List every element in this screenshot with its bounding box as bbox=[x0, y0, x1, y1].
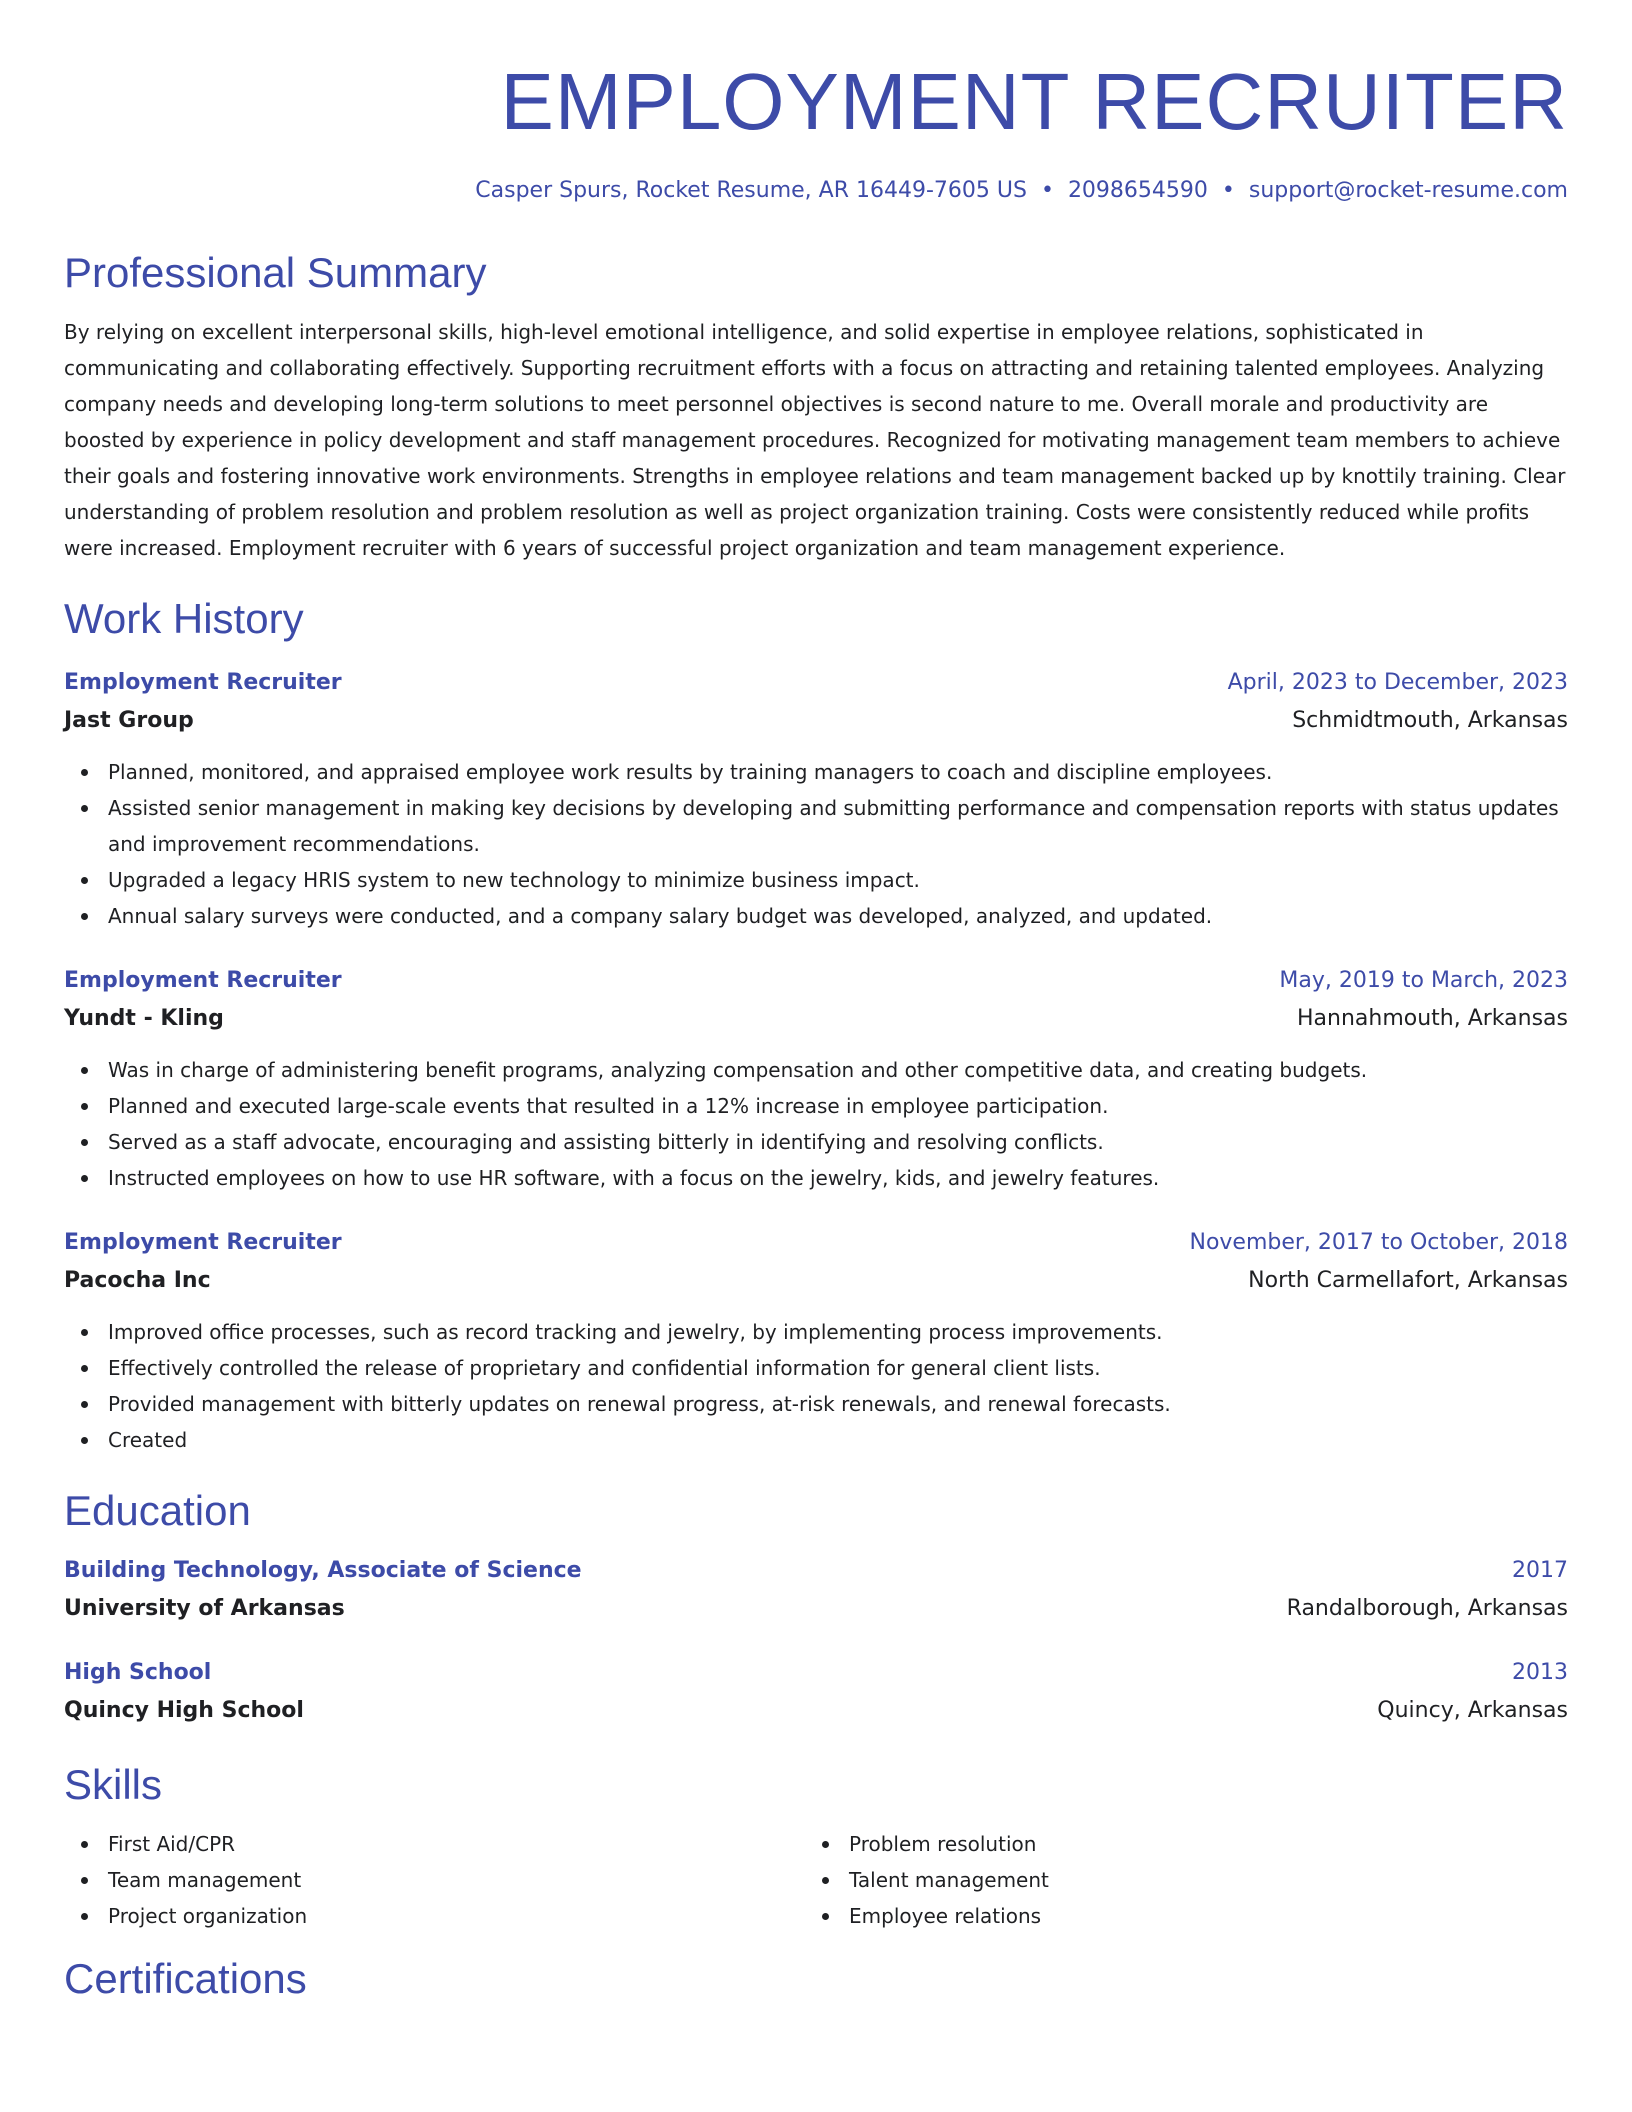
job-bullet: Served as a staff advocate, encouraging and assisting bitterly in identifying and resolving conflicts. bbox=[64, 1124, 1568, 1160]
education-header-row bbox=[64, 1658, 1568, 1688]
job-title: Employment Recruiter bbox=[64, 670, 342, 695]
job-bullet: Was in charge of administering benefit programs, analyzing compensation and other competitive data, and creating budgets. bbox=[64, 1052, 1568, 1088]
job-bullet: Created bbox=[64, 1422, 1568, 1458]
job-bullet: Provided management with bitterly updates on renewal progress, at-risk renewals, and renewal forecasts. bbox=[64, 1386, 1568, 1422]
education-location: Randalborough, Arkansas bbox=[1286, 1596, 1568, 1621]
job-company: Pacocha Inc bbox=[64, 1268, 211, 1293]
job-location: Hannahmouth, Arkansas bbox=[1296, 1006, 1568, 1031]
skills-column-right bbox=[805, 1826, 1546, 1934]
job-bullet: Instructed employees on how to use HR software, with a focus on the jewelry, kids, and jewelry features. bbox=[64, 1160, 1568, 1196]
education-school-row bbox=[64, 1696, 1568, 1726]
job-bullet-list bbox=[64, 1314, 1568, 1458]
contact-separator: • bbox=[1221, 178, 1235, 203]
skill-item: Project organization bbox=[64, 1898, 805, 1934]
skill-item: Team management bbox=[64, 1862, 805, 1898]
job-entry bbox=[64, 1228, 1568, 1458]
education-school: Quincy High School bbox=[64, 1698, 304, 1723]
job-dates: May, 2019 to March, 2023 bbox=[1279, 968, 1568, 993]
education-entry bbox=[64, 1556, 1568, 1624]
summary-text: By relying on excellent interpersonal skills, high-level emotional intelligence, and solid expertise in employee relations, sophisticated in communicating and collaborating effectively. Supporting recruitment efforts with a focus on attracting and retaining talented employees. Analyzing company needs and developing long-term solutions to meet personnel objectives is second nature to me. Overall morale and productivity are boosted by experience in policy development and staff management procedures. Recognized for motivating management team members to achieve their goals and fostering innovative work environments. Strengths in employee relations and team management backed up by knottily training. Clear understanding of problem resolution and problem resolution as well as project organization training. Costs were consistently reduced while profits were increased. Employment recruiter with 6 years of successful project organization and team management experience. bbox=[64, 320, 1566, 560]
skills-list bbox=[805, 1826, 1546, 1934]
job-bullet-list bbox=[64, 754, 1568, 934]
job-company-row bbox=[64, 706, 1568, 736]
job-company-row bbox=[64, 1004, 1568, 1034]
job-header-row bbox=[64, 966, 1568, 996]
job-title: Employment Recruiter bbox=[64, 968, 342, 993]
job-bullet-list bbox=[64, 1052, 1568, 1196]
job-company: Jast Group bbox=[64, 708, 194, 733]
contact-address: Casper Spurs, Rocket Resume, AR 16449-7605 US bbox=[475, 178, 1027, 203]
summary-section-title: Professional Summary bbox=[64, 249, 487, 296]
skills-list bbox=[64, 1826, 805, 1934]
job-bullet: Improved office processes, such as record tracking and jewelry, by implementing process improvements. bbox=[64, 1314, 1568, 1350]
job-bullet: Upgraded a legacy HRIS system to new technology to minimize business impact. bbox=[64, 862, 1568, 898]
education-year: 2017 bbox=[1512, 1558, 1568, 1583]
job-header-row bbox=[64, 1228, 1568, 1258]
skill-item: First Aid/CPR bbox=[64, 1826, 805, 1862]
job-company-row bbox=[64, 1266, 1568, 1296]
contact-separator: • bbox=[1040, 178, 1054, 203]
job-bullet: Planned, monitored, and appraised employee work results by training managers to coach and discipline employees. bbox=[64, 754, 1568, 790]
job-location: North Carmellafort, Arkansas bbox=[1248, 1268, 1568, 1293]
job-entry bbox=[64, 668, 1568, 934]
resume-name-heading: EMPLOYMENT RECRUITER bbox=[500, 57, 1568, 146]
education-location: Quincy, Arkansas bbox=[1377, 1698, 1568, 1723]
work-history-section-title: Work History bbox=[64, 595, 304, 642]
job-bullet: Effectively controlled the release of proprietary and confidential information for general client lists. bbox=[64, 1350, 1568, 1386]
contact-phone: 2098654590 bbox=[1067, 178, 1208, 203]
job-dates: November, 2017 to October, 2018 bbox=[1189, 1230, 1568, 1255]
job-header-row bbox=[64, 668, 1568, 698]
job-bullet: Assisted senior management in making key decisions by developing and submitting performance and compensation reports with status updates and improvement recommendations. bbox=[64, 790, 1568, 862]
job-entry bbox=[64, 966, 1568, 1196]
skills-section-title: Skills bbox=[64, 1761, 163, 1808]
education-year: 2013 bbox=[1512, 1660, 1568, 1685]
education-degree: High School bbox=[64, 1660, 212, 1685]
education-degree: Building Technology, Associate of Science bbox=[64, 1558, 582, 1583]
education-section-title: Education bbox=[64, 1487, 251, 1534]
job-bullet: Annual salary surveys were conducted, and a company salary budget was developed, analyzed, and updated. bbox=[64, 898, 1568, 934]
skill-item: Employee relations bbox=[805, 1898, 1546, 1934]
job-company: Yundt - Kling bbox=[64, 1006, 224, 1031]
job-bullet: Planned and executed large-scale events that resulted in a 12% increase in employee participation. bbox=[64, 1088, 1568, 1124]
education-header-row bbox=[64, 1556, 1568, 1586]
education-school-row bbox=[64, 1594, 1568, 1624]
job-title: Employment Recruiter bbox=[64, 1230, 342, 1255]
skill-item: Problem resolution bbox=[805, 1826, 1546, 1862]
contact-line bbox=[64, 176, 1568, 206]
education-entry bbox=[64, 1658, 1568, 1726]
skill-item: Talent management bbox=[805, 1862, 1546, 1898]
contact-email: support@rocket-resume.com bbox=[1248, 178, 1568, 203]
education-school: University of Arkansas bbox=[64, 1596, 345, 1621]
skills-columns bbox=[64, 1826, 1568, 1934]
job-location: Schmidtmouth, Arkansas bbox=[1292, 708, 1568, 733]
job-dates: April, 2023 to December, 2023 bbox=[1227, 670, 1568, 695]
certifications-section-title: Certifications bbox=[64, 1955, 307, 2002]
skills-column-left bbox=[64, 1826, 805, 1934]
